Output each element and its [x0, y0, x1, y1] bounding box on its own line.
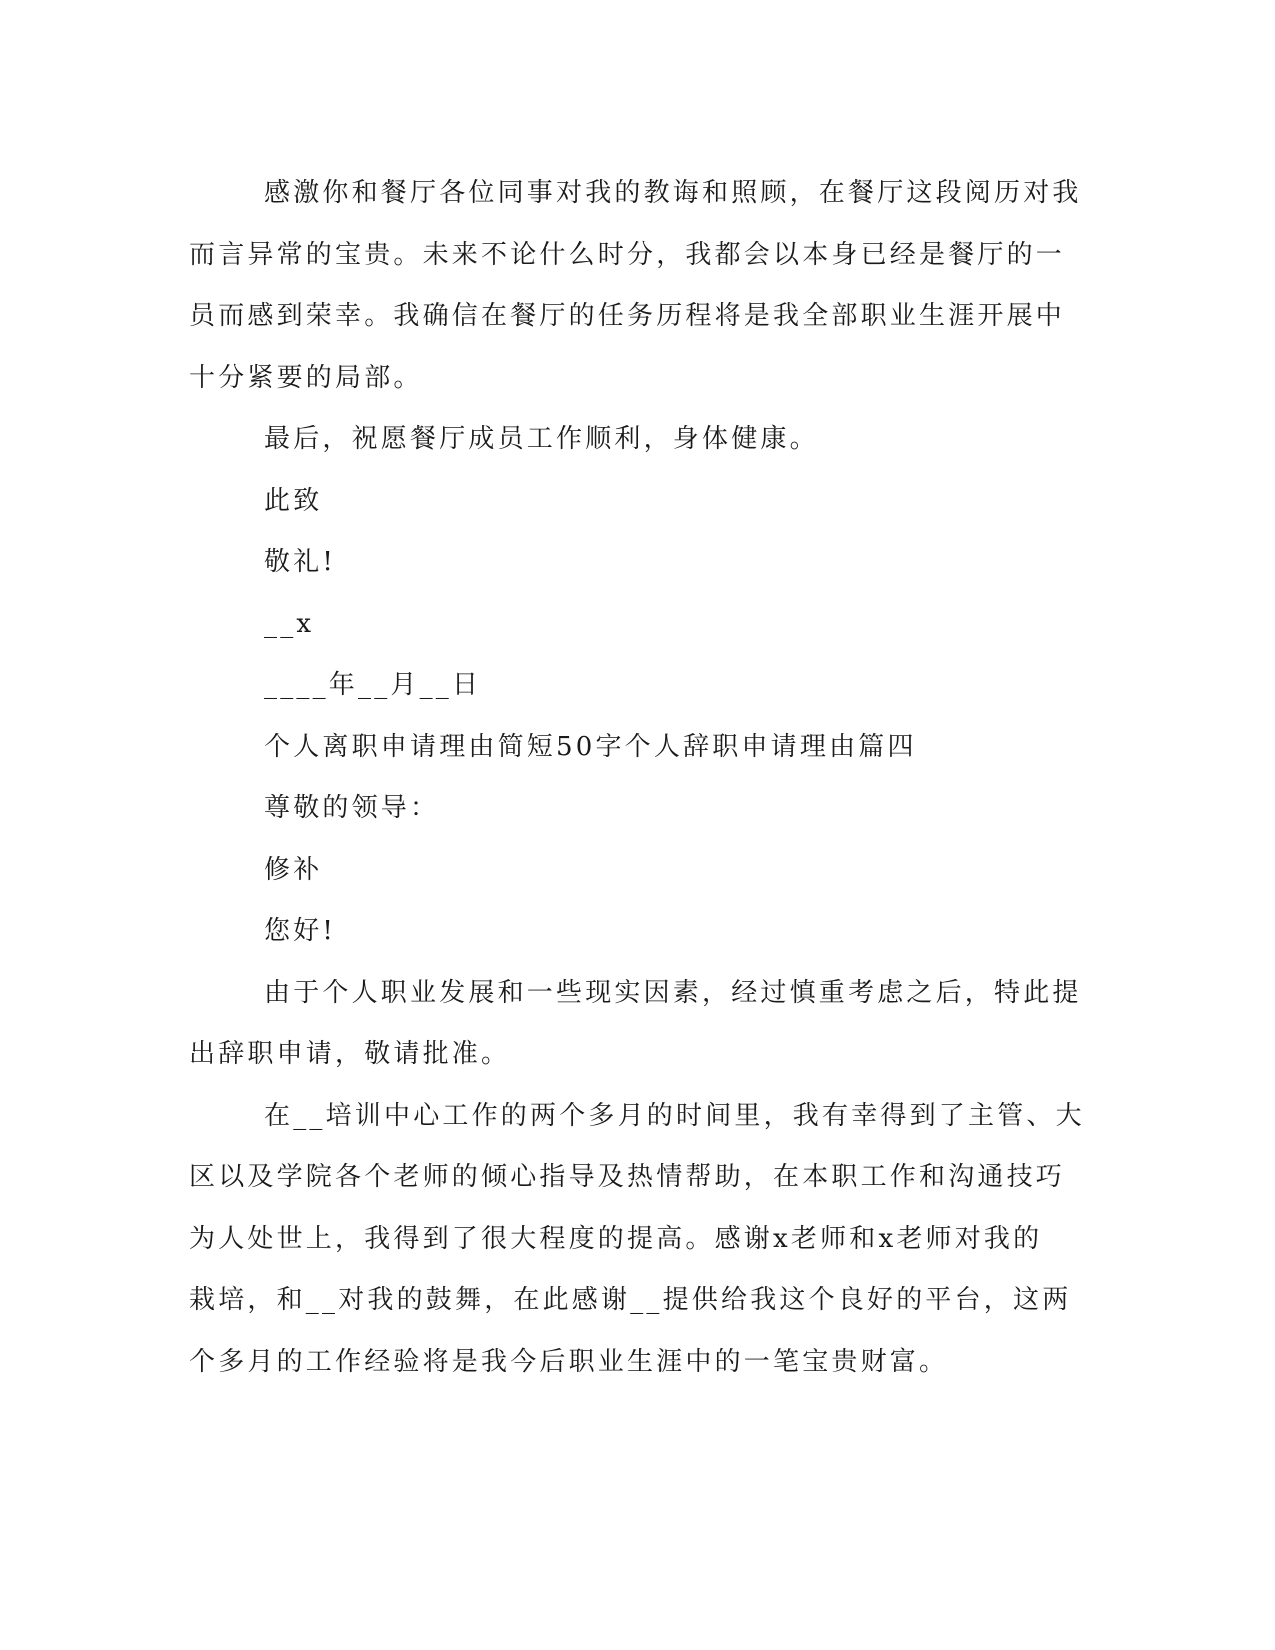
paragraph-line: 十分紧要的局部。 [189, 362, 423, 393]
salutation-jingli: 敬礼! [264, 547, 337, 577]
paragraph-line: 栽培，和__对我的鼓舞，在此感谢__提供给我这个良好的平台，这两 [189, 1285, 1072, 1315]
date-line: ____年__月__日 [264, 670, 482, 700]
paragraph-line: 修补 [264, 854, 323, 885]
paragraph-line: 感激你和餐厅各位同事对我的教诲和照顾，在餐厅这段阅历对我 [264, 178, 1082, 208]
closing-wish: 最后，祝愿餐厅成员工作顺利，身体健康。 [264, 424, 819, 454]
paragraph-line: 个多月的工作经验将是我今后职业生涯中的一笔宝贵财富。 [189, 1346, 949, 1377]
greeting-addressee: 尊敬的领导： [264, 793, 440, 823]
salutation-cizhi: 此致 [264, 485, 323, 516]
paragraph-line: 区以及学院各个老师的倾心指导及热情帮助，在本职工作和沟通技巧 [189, 1162, 1066, 1192]
signature-line: __x [264, 608, 315, 639]
paragraph-line: 为人处世上，我得到了很大程度的提高。感谢x老师和x老师对我的 [189, 1223, 1043, 1254]
document-body [189, 163, 1085, 1393]
section-heading: 个人离职申请理由简短50字个人辞职申请理由篇四 [264, 731, 917, 762]
paragraph-line: 出辞职申请，敬请批准。 [189, 1039, 511, 1069]
paragraph-line: 由于个人职业发展和一些现实因素，经过慎重考虑之后，特此提 [264, 977, 1082, 1008]
paragraph-line: 而言异常的宝贵。未来不论什么时分，我都会以本身已经是餐厅的一 [189, 239, 1066, 270]
greeting-hello: 您好! [264, 916, 337, 946]
paragraph-line: 在__培训中心工作的两个多月的时间里，我有幸得到了主管、大 [264, 1100, 1085, 1131]
paragraph-line: 员而感到荣幸。我确信在餐厅的任务历程将是我全部职业生涯开展中 [189, 301, 1066, 331]
